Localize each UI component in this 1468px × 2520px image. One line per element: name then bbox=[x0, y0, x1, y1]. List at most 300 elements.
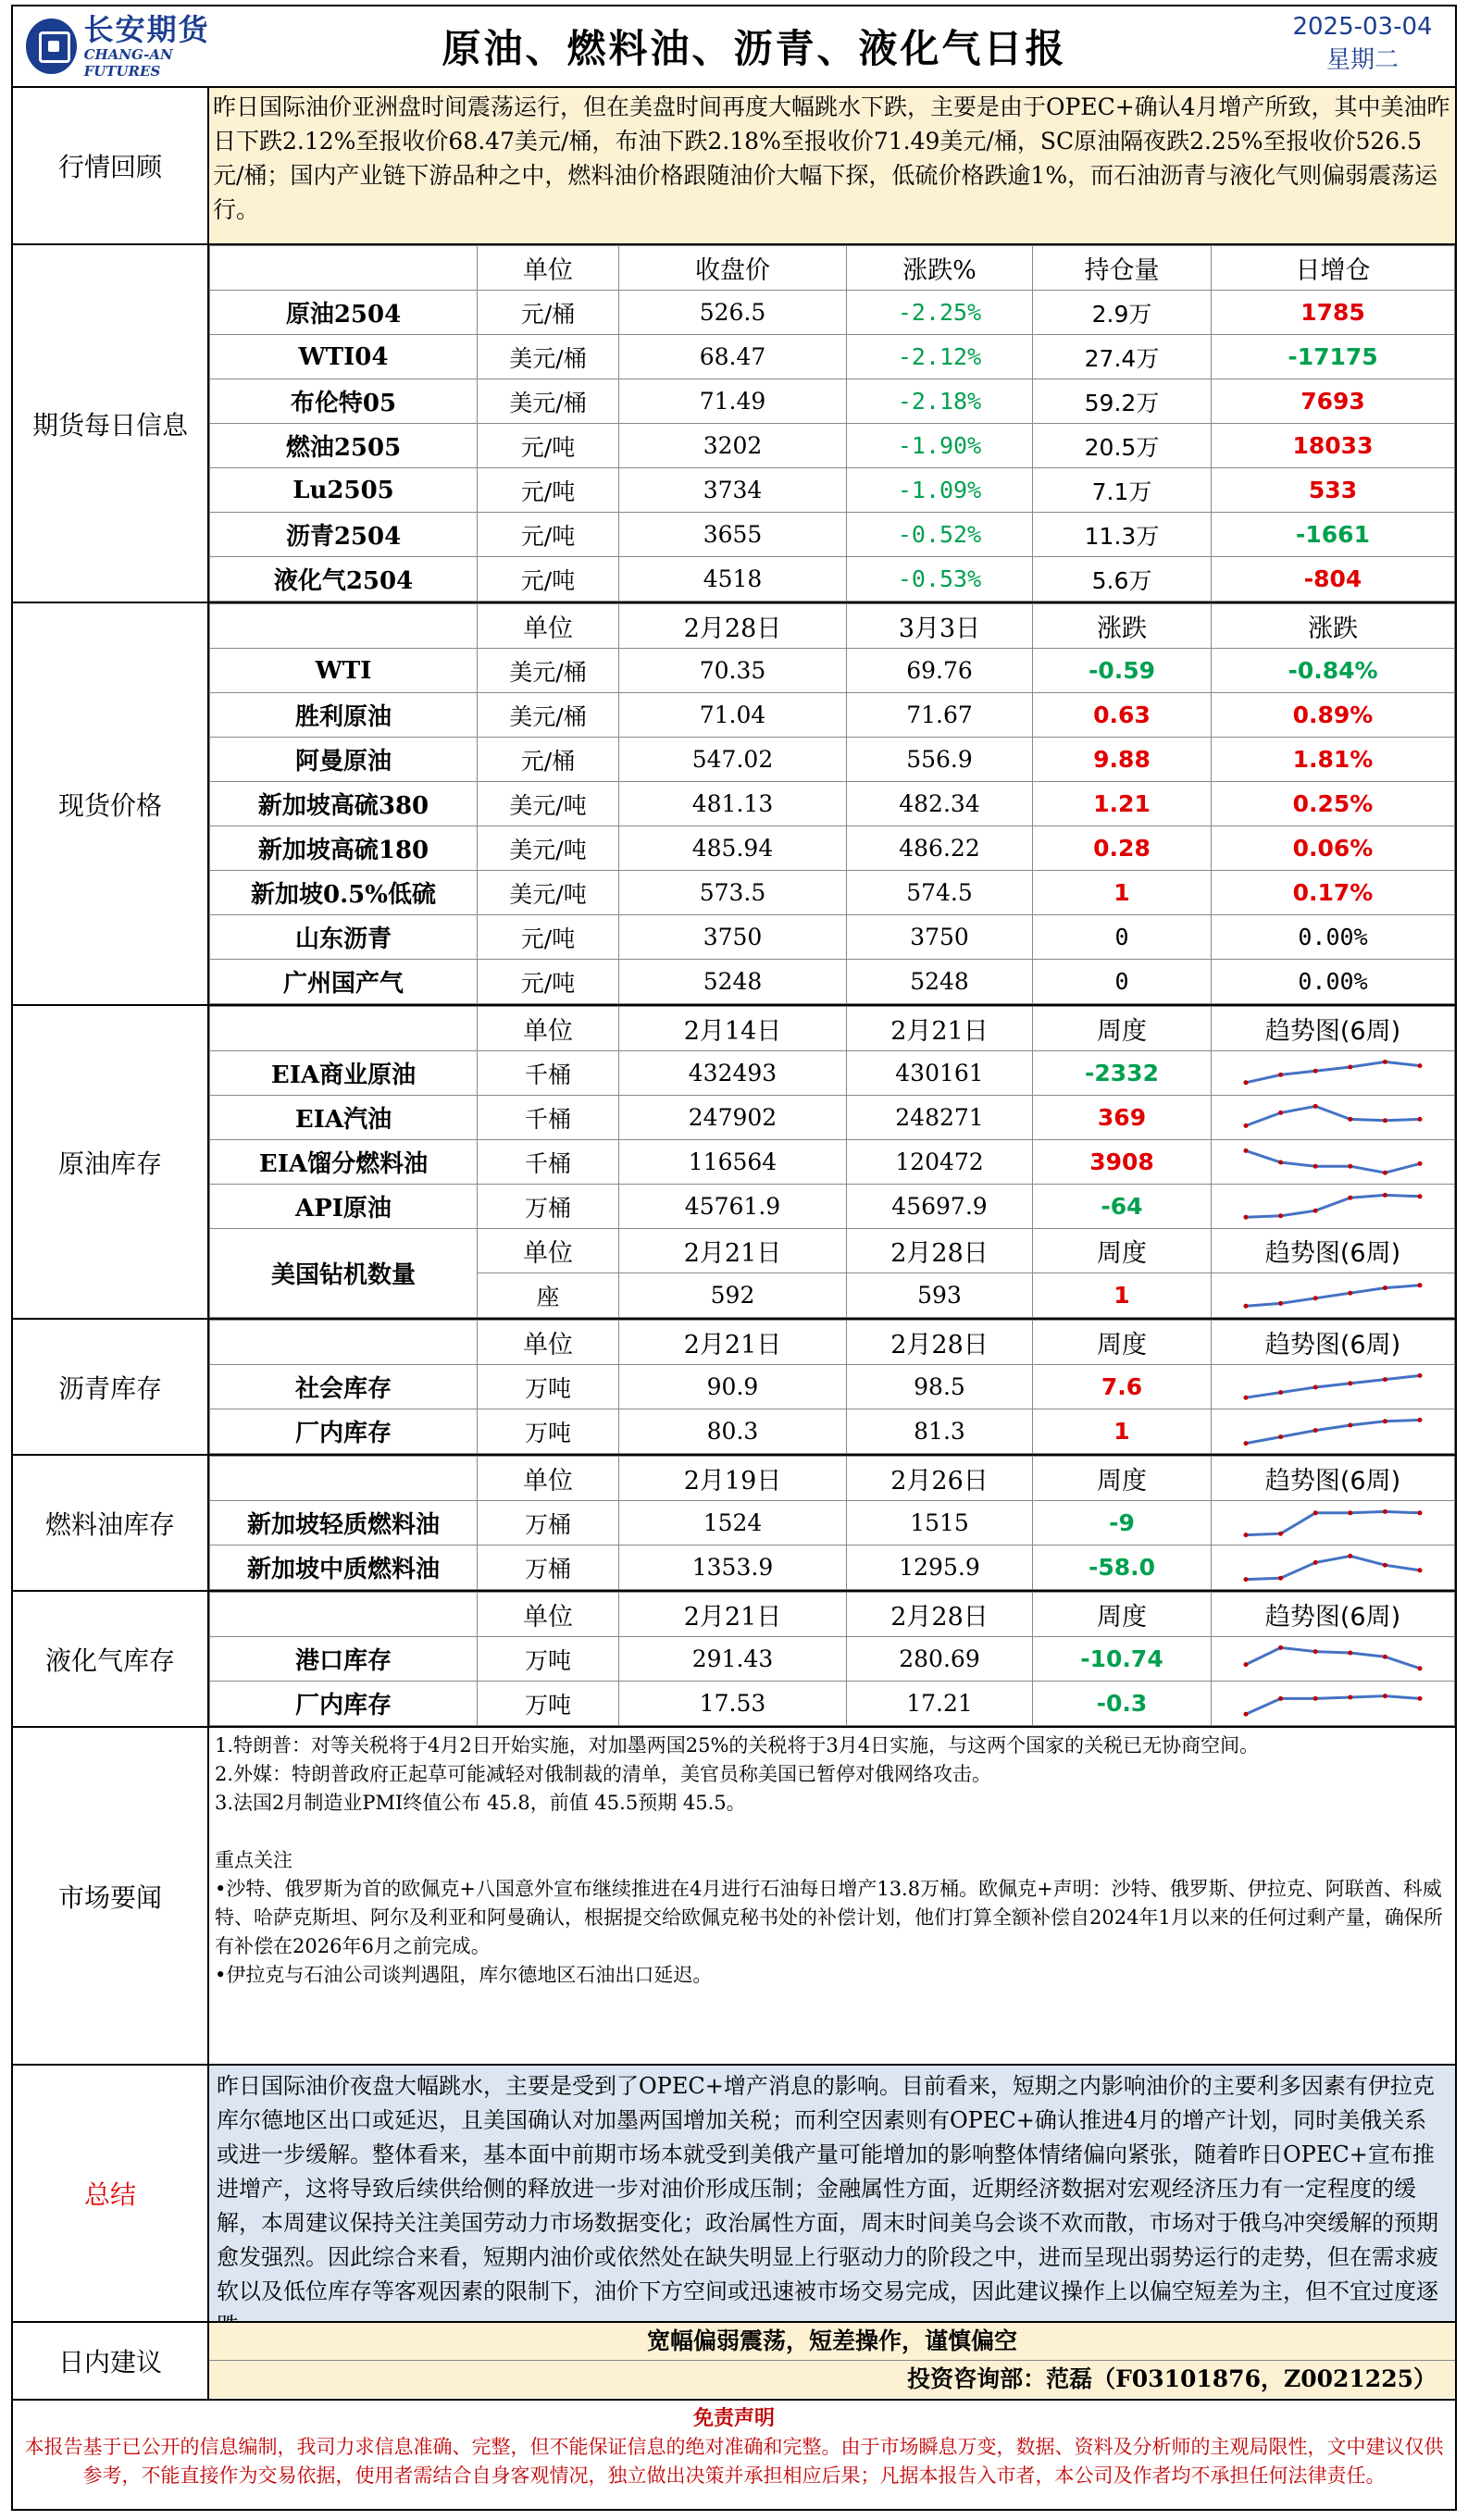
unit-cell: 万吨 bbox=[478, 1365, 619, 1409]
header-blank bbox=[210, 246, 478, 291]
trend-line bbox=[1246, 1375, 1420, 1397]
column-header: 周度 bbox=[1033, 1593, 1212, 1637]
unit-cell: 万桶 bbox=[478, 1546, 619, 1590]
column-header: 收盘价 bbox=[619, 246, 847, 291]
open-interest: 11.3万 bbox=[1033, 513, 1212, 557]
inventory-name: EIA汽油 bbox=[210, 1096, 478, 1140]
change-pct: 0.00% bbox=[1212, 960, 1455, 1004]
trend-point bbox=[1383, 1654, 1387, 1658]
prev-value: 80.3 bbox=[619, 1409, 847, 1454]
unit-cell: 座 bbox=[478, 1273, 619, 1318]
spot-label: 现货价格 bbox=[13, 603, 209, 1004]
futures-row bbox=[210, 557, 1455, 602]
spot-row bbox=[210, 826, 1455, 871]
spot-row bbox=[210, 915, 1455, 960]
trend-line bbox=[1246, 1695, 1420, 1714]
change-pct: 1.81% bbox=[1212, 738, 1455, 782]
inventory-row bbox=[210, 1096, 1455, 1140]
inventory-row bbox=[210, 1409, 1455, 1454]
trend-point bbox=[1278, 1390, 1283, 1395]
column-header: 周度 bbox=[1033, 1457, 1212, 1501]
trend-point bbox=[1348, 1163, 1352, 1168]
spot-row bbox=[210, 649, 1455, 693]
trend-point bbox=[1348, 1290, 1352, 1295]
fuel-inventory-table bbox=[209, 1456, 1455, 1590]
column-header: 涨跌 bbox=[1033, 604, 1212, 649]
prev-price: 5248 bbox=[619, 960, 847, 1004]
open-interest: 7.1万 bbox=[1033, 468, 1212, 513]
curr-value: 593 bbox=[847, 1273, 1033, 1318]
trend-point bbox=[1278, 1695, 1283, 1700]
logo-en: CHANG-AN FUTURES bbox=[83, 46, 173, 80]
weekly-change: -9 bbox=[1033, 1501, 1212, 1546]
header-blank bbox=[210, 1593, 478, 1637]
news-item: 3.法国2月制造业PMI终值公布 45.8，前值 45.5预期 45.5。 bbox=[215, 1792, 746, 1814]
news-item: 2.外媒：特朗普政府正起草可能减轻对俄制裁的清单，美官员称美国已暂停对俄网络攻击。 bbox=[215, 1763, 992, 1785]
curr-value: 81.3 bbox=[847, 1409, 1033, 1454]
contract-name: 燃油2505 bbox=[210, 424, 478, 468]
column-header: 趋势图(6周) bbox=[1212, 1593, 1455, 1637]
close-price: 3655 bbox=[619, 513, 847, 557]
column-header: 2月19日 bbox=[619, 1457, 847, 1501]
unit-cell: 万桶 bbox=[478, 1501, 619, 1546]
change-pct: -0.52% bbox=[847, 513, 1033, 557]
column-header: 趋势图(6周) bbox=[1212, 1457, 1455, 1501]
trend-point bbox=[1278, 1645, 1283, 1649]
trend-cell bbox=[1212, 1096, 1455, 1140]
trend-sparkline bbox=[1240, 1277, 1425, 1314]
focus-title: 重点关注 bbox=[215, 1849, 292, 1871]
trend-point bbox=[1278, 1160, 1283, 1164]
news-body bbox=[209, 1728, 1455, 2064]
trend-cell bbox=[1212, 1365, 1455, 1409]
trend-cell bbox=[1212, 1637, 1455, 1682]
header-row bbox=[210, 604, 1455, 649]
spot-name: 阿曼原油 bbox=[210, 738, 478, 782]
disclaimer bbox=[13, 2401, 1455, 2494]
inventory-name: API原油 bbox=[210, 1185, 478, 1229]
contract-name: 沥青2504 bbox=[210, 513, 478, 557]
unit-cell: 元/吨 bbox=[478, 960, 619, 1004]
prev-price: 547.02 bbox=[619, 738, 847, 782]
inventory-name: 港口库存 bbox=[210, 1637, 478, 1682]
trend-line bbox=[1246, 1106, 1420, 1125]
change-pct: -2.18% bbox=[847, 379, 1033, 424]
trend-point bbox=[1313, 1384, 1318, 1389]
inventory-row bbox=[210, 1140, 1455, 1185]
trend-point bbox=[1418, 1510, 1423, 1515]
change-pct: -2.25% bbox=[847, 291, 1033, 335]
spot-row bbox=[210, 738, 1455, 782]
curr-price: 486.22 bbox=[847, 826, 1033, 871]
close-price: 4518 bbox=[619, 557, 847, 602]
unit-cell: 美元/吨 bbox=[478, 871, 619, 915]
trend-cell bbox=[1212, 1273, 1455, 1318]
prev-value: 17.53 bbox=[619, 1682, 847, 1726]
inventory-name: 厂内库存 bbox=[210, 1409, 478, 1454]
prev-value: 1524 bbox=[619, 1501, 847, 1546]
spot-name: 胜利原油 bbox=[210, 693, 478, 738]
spot-name: 广州国产气 bbox=[210, 960, 478, 1004]
open-interest: 5.6万 bbox=[1033, 557, 1212, 602]
unit-cell: 元/吨 bbox=[478, 513, 619, 557]
change-pct: -2.12% bbox=[847, 335, 1033, 379]
logo-cn: 长安期货 bbox=[83, 12, 210, 47]
trend-point bbox=[1278, 1110, 1283, 1114]
trend-line bbox=[1246, 1150, 1420, 1173]
trend-point bbox=[1383, 1562, 1387, 1567]
inventory-name: EIA馏分燃料油 bbox=[210, 1140, 478, 1185]
daily-oi-change: 533 bbox=[1212, 468, 1455, 513]
change-value: 0 bbox=[1033, 915, 1212, 960]
unit-cell: 美元/桶 bbox=[478, 649, 619, 693]
trend-line bbox=[1246, 1195, 1420, 1217]
trend-point bbox=[1244, 1214, 1249, 1219]
column-header: 单位 bbox=[478, 1593, 619, 1637]
inventory-name: 新加坡中质燃料油 bbox=[210, 1546, 478, 1590]
change-value: 0.63 bbox=[1033, 693, 1212, 738]
focus-item: •沙特、俄罗斯为首的欧佩克+八国意外宣布继续推进在4月进行石油每日增产13.8万桶。欧佩克+声明：沙特、俄罗斯、伊拉克、阿联酋、科威特、哈萨克斯坦、阿尔及利亚和阿曼确认，根据提交给欧佩克秘书处的补偿计划，他们打算全额补偿自2024年1月以来的任何过剩产量，确保所有补偿在2026年6月之前完成。 bbox=[215, 1878, 1443, 1957]
column-header: 2月21日 bbox=[619, 1229, 847, 1273]
trend-point bbox=[1418, 1194, 1423, 1198]
change-value: 1.21 bbox=[1033, 782, 1212, 826]
unit-cell: 美元/桶 bbox=[478, 335, 619, 379]
trend-point bbox=[1313, 1068, 1318, 1073]
news-item: 1.特朗普：对等关税将于4月2日开始实施，对加墨两国25%的关税将于3月4日实施，与这两个国家的关税已无协商空间。 bbox=[215, 1734, 1260, 1757]
trend-point bbox=[1278, 1575, 1283, 1580]
inventory-row bbox=[210, 1501, 1455, 1546]
trend-point bbox=[1278, 1434, 1283, 1439]
trend-sparkline bbox=[1240, 1099, 1425, 1136]
report-date bbox=[1270, 6, 1455, 86]
rig-header-row bbox=[210, 1229, 1455, 1273]
trend-point bbox=[1278, 1300, 1283, 1305]
unit-cell: 元/桶 bbox=[478, 291, 619, 335]
column-header: 持仓量 bbox=[1033, 246, 1212, 291]
spot-row bbox=[210, 871, 1455, 915]
trend-point bbox=[1383, 1377, 1387, 1382]
weekly-change: 7.6 bbox=[1033, 1365, 1212, 1409]
close-price: 526.5 bbox=[619, 291, 847, 335]
date-text: 2025-03-04 bbox=[1292, 13, 1433, 41]
trend-point bbox=[1348, 1116, 1352, 1121]
fuel-inventory-label: 燃料油库存 bbox=[13, 1456, 209, 1590]
crude-inventory-table bbox=[209, 1006, 1455, 1318]
curr-price: 71.67 bbox=[847, 693, 1033, 738]
column-header: 周度 bbox=[1033, 1229, 1212, 1273]
trend-point bbox=[1244, 1533, 1249, 1537]
close-price: 3734 bbox=[619, 468, 847, 513]
curr-value: 1295.9 bbox=[847, 1546, 1033, 1590]
spot-name: 新加坡高硫380 bbox=[210, 782, 478, 826]
rig-count-name: 美国钻机数量 bbox=[210, 1229, 478, 1318]
review-text: 昨日国际油价亚洲盘时间震荡运行，但在美盘时间再度大幅跳水下跌，主要是由于OPEC+确认4月增产所致，其中美油昨日下跌2.12%至报收价68.47美元/桶，布油下跌2.18%至报收价71.49美元/桶，SC原油隔夜跌2.25%至报收价526.5元/桶；国内产业链下游品种之中，燃料油价格跟随油价大幅下探，低硫价格跌逾1%，而石油沥青与液化气则偏弱震荡运行。 bbox=[209, 88, 1455, 243]
header-row bbox=[210, 1321, 1455, 1365]
trend-point bbox=[1418, 1666, 1423, 1670]
change-value: 0 bbox=[1033, 960, 1212, 1004]
crude-inventory-section bbox=[13, 1006, 1455, 1320]
inventory-row bbox=[210, 1051, 1455, 1096]
curr-value: 120472 bbox=[847, 1140, 1033, 1185]
trend-point bbox=[1278, 1531, 1283, 1535]
review-label: 行情回顾 bbox=[13, 88, 209, 243]
change-pct: 0.89% bbox=[1212, 693, 1455, 738]
summary-label: 总结 bbox=[13, 2066, 209, 2321]
trend-point bbox=[1313, 1428, 1318, 1433]
trend-point bbox=[1313, 1695, 1318, 1700]
trend-point bbox=[1383, 1192, 1387, 1197]
column-header: 趋势图(6周) bbox=[1212, 1007, 1455, 1051]
column-header: 2月21日 bbox=[619, 1593, 847, 1637]
trend-point bbox=[1418, 1568, 1423, 1572]
column-header: 单位 bbox=[478, 1457, 619, 1501]
weekly-change: 3908 bbox=[1033, 1140, 1212, 1185]
contract-name: 原油2504 bbox=[210, 291, 478, 335]
prev-price: 481.13 bbox=[619, 782, 847, 826]
trend-line bbox=[1246, 1511, 1420, 1534]
column-header: 周度 bbox=[1033, 1007, 1212, 1051]
trend-point bbox=[1383, 1170, 1387, 1174]
trend-point bbox=[1418, 1695, 1423, 1700]
trend-point bbox=[1313, 1559, 1318, 1564]
column-header: 2月26日 bbox=[847, 1457, 1033, 1501]
prev-value: 1353.9 bbox=[619, 1546, 847, 1590]
spot-table bbox=[209, 603, 1455, 1004]
curr-value: 17.21 bbox=[847, 1682, 1033, 1726]
curr-value: 430161 bbox=[847, 1051, 1033, 1096]
daily-oi-change: 7693 bbox=[1212, 379, 1455, 424]
prev-value: 291.43 bbox=[619, 1637, 847, 1682]
column-header: 2月28日 bbox=[619, 604, 847, 649]
futures-section bbox=[13, 245, 1455, 603]
news-label: 市场要闻 bbox=[13, 1728, 209, 2064]
futures-row bbox=[210, 513, 1455, 557]
prev-value: 90.9 bbox=[619, 1365, 847, 1409]
spot-row bbox=[210, 693, 1455, 738]
trend-point bbox=[1418, 1283, 1423, 1287]
weekly-change: -58.0 bbox=[1033, 1546, 1212, 1590]
trend-point bbox=[1418, 1372, 1423, 1377]
inventory-row bbox=[210, 1682, 1455, 1726]
weekly-change: -0.3 bbox=[1033, 1682, 1212, 1726]
trend-cell bbox=[1212, 1051, 1455, 1096]
open-interest: 2.9万 bbox=[1033, 291, 1212, 335]
weekly-change: 1 bbox=[1033, 1409, 1212, 1454]
trend-point bbox=[1348, 1510, 1352, 1515]
prev-value: 432493 bbox=[619, 1051, 847, 1096]
trend-point bbox=[1244, 1303, 1249, 1308]
futures-row bbox=[210, 379, 1455, 424]
trend-line bbox=[1246, 1647, 1420, 1668]
change-pct: -1.09% bbox=[847, 468, 1033, 513]
logo-icon bbox=[26, 19, 77, 74]
futures-table bbox=[209, 245, 1455, 602]
prev-price: 70.35 bbox=[619, 649, 847, 693]
curr-price: 556.9 bbox=[847, 738, 1033, 782]
weekday-text: 星期二 bbox=[1325, 46, 1399, 74]
column-header: 涨跌 bbox=[1212, 604, 1455, 649]
daily-oi-change: -804 bbox=[1212, 557, 1455, 602]
summary-text: 昨日国际油价夜盘大幅跳水，主要是受到了OPEC+增产消息的影响。目前看来，短期之内影响油价的主要利多因素有伊拉克库尔德地区出口或延迟，且美国确认对加墨两国增加关税；而利空因素则有OPEC+确认推进4月的增产计划，同时美俄关系或进一步缓解。整体看来，基本面中前期市场本就受到美俄产量可能增加的影响整体情绪偏向紧张，随着昨日OPEC+宣布推进增产，这将导致后续供给侧的释放进一步对油价形成压制；金融属性方面，近期经济数据对宏观经济压力有一定程度的缓解，本周建议保持关注美国劳动力市场数据变化；政治属性方面，周末时间美乌会谈不欢而散，市场对于俄乌冲突缓解的预期愈发强烈。因此综合来看，短期内油价或依然处在缺失明显上行驱动力的阶段之中，进而呈现出弱势运行的走势，但在需求疲软以及低位库存等客观因素的限制下，油价下方空间或迅速被市场交易完成，因此建议操作上以偏空短差为主，但不宜过度逐 bbox=[209, 2066, 1455, 2321]
spot-name: WTI bbox=[210, 649, 478, 693]
trend-sparkline bbox=[1240, 1188, 1425, 1225]
trend-point bbox=[1278, 1213, 1283, 1218]
trend-sparkline bbox=[1240, 1413, 1425, 1450]
close-price: 3202 bbox=[619, 424, 847, 468]
spot-section bbox=[13, 603, 1455, 1006]
column-header: 单位 bbox=[478, 604, 619, 649]
inventory-name: EIA商业原油 bbox=[210, 1051, 478, 1096]
header-row bbox=[210, 1593, 1455, 1637]
trend-point bbox=[1383, 1285, 1387, 1290]
inventory-name: 厂内库存 bbox=[210, 1682, 478, 1726]
futures-row bbox=[210, 424, 1455, 468]
prev-price: 3750 bbox=[619, 915, 847, 960]
change-value: 1 bbox=[1033, 871, 1212, 915]
unit-cell: 元/吨 bbox=[478, 915, 619, 960]
futures-row bbox=[210, 291, 1455, 335]
weekly-change: 369 bbox=[1033, 1096, 1212, 1140]
column-header: 周度 bbox=[1033, 1321, 1212, 1365]
inventory-row bbox=[210, 1546, 1455, 1590]
unit-cell: 美元/桶 bbox=[478, 379, 619, 424]
column-header: 2月28日 bbox=[847, 1229, 1033, 1273]
news-section bbox=[13, 1728, 1455, 2066]
advice-label: 日内建议 bbox=[13, 2323, 209, 2399]
asphalt-inventory-table bbox=[209, 1320, 1455, 1454]
inventory-row bbox=[210, 1637, 1455, 1682]
review-section bbox=[13, 88, 1455, 245]
header-blank bbox=[210, 1321, 478, 1365]
trend-cell bbox=[1212, 1682, 1455, 1726]
header-row bbox=[210, 1457, 1455, 1501]
trend-sparkline bbox=[1240, 1055, 1425, 1092]
column-header: 2月28日 bbox=[847, 1321, 1033, 1365]
change-value: 9.88 bbox=[1033, 738, 1212, 782]
column-header: 2月28日 bbox=[847, 1593, 1033, 1637]
spot-row bbox=[210, 782, 1455, 826]
trend-sparkline bbox=[1240, 1641, 1425, 1678]
trend-point bbox=[1418, 1116, 1423, 1121]
trend-point bbox=[1244, 1123, 1249, 1127]
trend-line bbox=[1246, 1420, 1420, 1443]
column-header: 涨跌% bbox=[847, 246, 1033, 291]
column-header: 趋势图(6周) bbox=[1212, 1229, 1455, 1273]
trend-point bbox=[1348, 1195, 1352, 1199]
futures-row bbox=[210, 335, 1455, 379]
column-header: 2月14日 bbox=[619, 1007, 847, 1051]
trend-line bbox=[1246, 1556, 1420, 1579]
unit-cell: 千桶 bbox=[478, 1140, 619, 1185]
change-value: 0.28 bbox=[1033, 826, 1212, 871]
report-header bbox=[13, 6, 1455, 88]
spot-name: 新加坡高硫180 bbox=[210, 826, 478, 871]
open-interest: 27.4万 bbox=[1033, 335, 1212, 379]
prev-price: 485.94 bbox=[619, 826, 847, 871]
unit-cell: 元/吨 bbox=[478, 424, 619, 468]
trend-point bbox=[1418, 1063, 1423, 1068]
trend-point bbox=[1383, 1419, 1387, 1423]
trend-point bbox=[1313, 1510, 1318, 1515]
unit-cell: 万吨 bbox=[478, 1409, 619, 1454]
open-interest: 20.5万 bbox=[1033, 424, 1212, 468]
trend-sparkline bbox=[1240, 1685, 1425, 1722]
prev-value: 592 bbox=[619, 1273, 847, 1318]
trend-line bbox=[1246, 1285, 1420, 1305]
summary-section bbox=[13, 2066, 1455, 2323]
trend-point bbox=[1383, 1694, 1387, 1698]
curr-price: 5248 bbox=[847, 960, 1033, 1004]
trend-point bbox=[1383, 1118, 1387, 1123]
daily-oi-change: 18033 bbox=[1212, 424, 1455, 468]
trend-cell bbox=[1212, 1185, 1455, 1229]
trend-point bbox=[1244, 1148, 1249, 1152]
column-header: 2月21日 bbox=[847, 1007, 1033, 1051]
curr-price: 69.76 bbox=[847, 649, 1033, 693]
weekly-change: 1 bbox=[1033, 1273, 1212, 1318]
report-page bbox=[11, 5, 1457, 2511]
curr-value: 280.69 bbox=[847, 1637, 1033, 1682]
advice-section bbox=[13, 2323, 1455, 2401]
unit-cell: 元/吨 bbox=[478, 557, 619, 602]
trend-point bbox=[1313, 1163, 1318, 1168]
column-header: 单位 bbox=[478, 1229, 619, 1273]
unit-cell: 美元/桶 bbox=[478, 693, 619, 738]
trend-point bbox=[1348, 1064, 1352, 1069]
trend-point bbox=[1348, 1422, 1352, 1427]
header-blank bbox=[210, 1007, 478, 1051]
spot-name: 山东沥青 bbox=[210, 915, 478, 960]
curr-price: 574.5 bbox=[847, 871, 1033, 915]
curr-value: 45697.9 bbox=[847, 1185, 1033, 1229]
open-interest: 59.2万 bbox=[1033, 379, 1212, 424]
change-pct: -1.90% bbox=[847, 424, 1033, 468]
curr-price: 482.34 bbox=[847, 782, 1033, 826]
trend-sparkline bbox=[1240, 1549, 1425, 1586]
trend-point bbox=[1313, 1103, 1318, 1108]
trend-sparkline bbox=[1240, 1369, 1425, 1406]
inventory-row bbox=[210, 1185, 1455, 1229]
focus-item: •伊拉克与石油公司谈判遇阻，库尔德地区石油出口延迟。 bbox=[215, 1964, 713, 1986]
unit-cell: 美元/吨 bbox=[478, 826, 619, 871]
trend-cell bbox=[1212, 1501, 1455, 1546]
weekly-change: -10.74 bbox=[1033, 1637, 1212, 1682]
trend-point bbox=[1383, 1059, 1387, 1063]
unit-cell: 元/桶 bbox=[478, 738, 619, 782]
trend-point bbox=[1244, 1711, 1249, 1716]
column-header: 趋势图(6周) bbox=[1212, 1321, 1455, 1365]
unit-cell: 万吨 bbox=[478, 1637, 619, 1682]
change-pct: 0.17% bbox=[1212, 871, 1455, 915]
unit-cell: 万吨 bbox=[478, 1682, 619, 1726]
weekly-change: -64 bbox=[1033, 1185, 1212, 1229]
close-price: 71.49 bbox=[619, 379, 847, 424]
inventory-name: 新加坡轻质燃料油 bbox=[210, 1501, 478, 1546]
contract-name: 布伦特05 bbox=[210, 379, 478, 424]
prev-price: 573.5 bbox=[619, 871, 847, 915]
company-logo bbox=[13, 6, 239, 86]
change-pct: -0.53% bbox=[847, 557, 1033, 602]
trend-point bbox=[1348, 1694, 1352, 1699]
asphalt-inventory-label: 沥青库存 bbox=[13, 1320, 209, 1454]
column-header: 2月21日 bbox=[619, 1321, 847, 1365]
trend-point bbox=[1348, 1650, 1352, 1655]
futures-row bbox=[210, 468, 1455, 513]
crude-inventory-label: 原油库存 bbox=[13, 1006, 209, 1318]
trend-cell bbox=[1212, 1140, 1455, 1185]
change-pct: 0.25% bbox=[1212, 782, 1455, 826]
column-header: 单位 bbox=[478, 1007, 619, 1051]
